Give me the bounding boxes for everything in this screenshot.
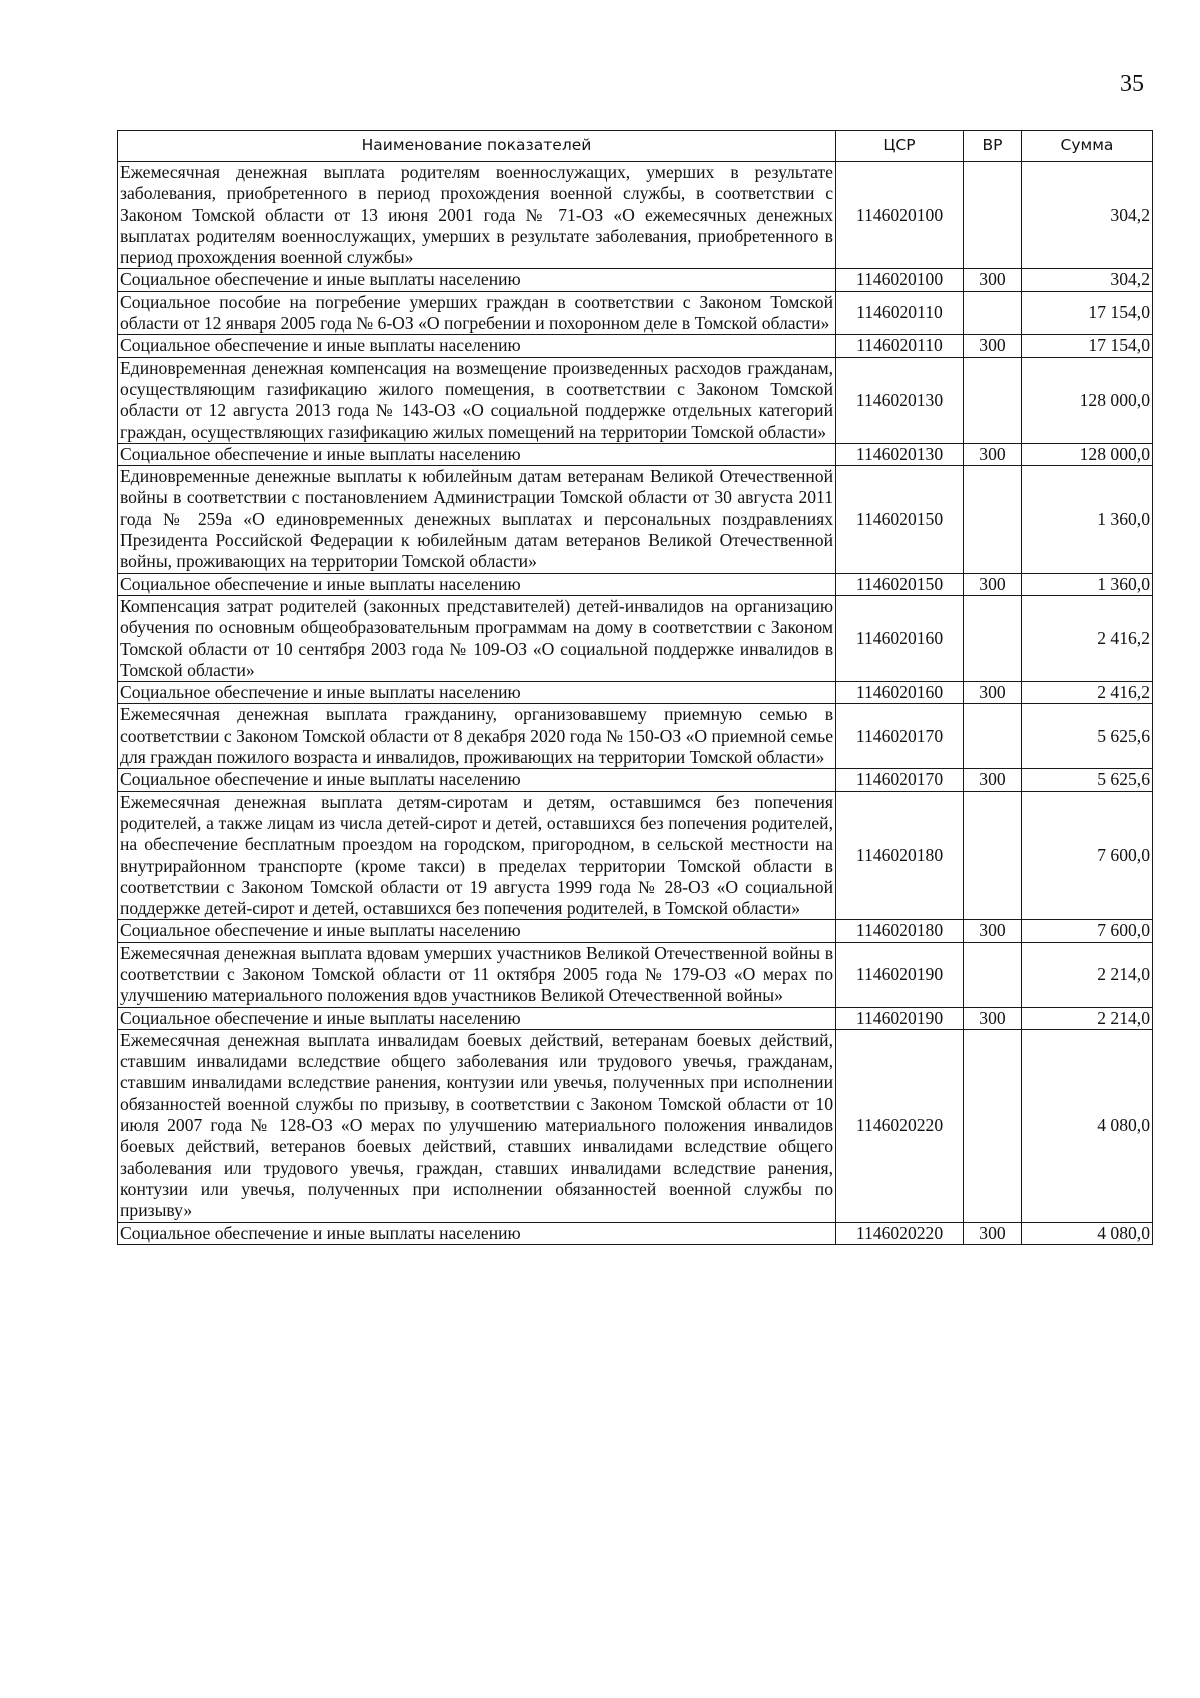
table-row [118, 682, 1153, 704]
table-body [118, 162, 1153, 1245]
cell-csr: 1146020100 [836, 269, 964, 291]
cell-sum: 17 154,0 [1022, 291, 1153, 335]
cell-vr: 300 [964, 1222, 1022, 1244]
cell-csr: 1146020160 [836, 682, 964, 704]
header-sum: Сумма [1022, 131, 1153, 162]
cell-sum: 7 600,0 [1022, 791, 1153, 920]
table-row [118, 466, 1153, 573]
table-row [118, 920, 1153, 942]
cell-vr [964, 791, 1022, 920]
table-row [118, 791, 1153, 920]
table-row [118, 269, 1153, 291]
table-row [118, 704, 1153, 769]
table-row [118, 1007, 1153, 1029]
cell-sum: 2 416,2 [1022, 595, 1153, 681]
cell-vr [964, 704, 1022, 769]
cell-vr: 300 [964, 335, 1022, 357]
cell-sum: 7 600,0 [1022, 920, 1153, 942]
cell-vr: 300 [964, 443, 1022, 465]
cell-csr: 1146020150 [836, 466, 964, 573]
cell-csr: 1146020180 [836, 791, 964, 920]
cell-csr: 1146020130 [836, 357, 964, 443]
cell-vr: 300 [964, 920, 1022, 942]
cell-name: Ежемесячная денежная выплата инвалидам боевых действий, ветеранам боевых действий, ставшим инвалидами вследствие общего заболевания или трудового увечья, гражданам, ставшим инвалидами вследствие ранения, контузии или увечья, полученных при исполнении обязанностей военной службы по призыву, в соответствии с Законом Томской области от 10 июля 2007 года № 128-ОЗ «О мерах по улучшению материального положения инвалидов боевых действий, ветеранов боевых действий, ставших инвалидами вследствие общего заболевания или трудового увечья, граждан, ставших инвалидами вследствие ранения, контузии или увечья, полученных при исполнении обязанностей военной службы по призыву» [118, 1029, 836, 1222]
cell-name: Социальное обеспечение и иные выплаты населению [118, 269, 836, 291]
table-row [118, 595, 1153, 681]
cell-name: Единовременные денежные выплаты к юбилейным датам ветеранам Великой Отечественной войны в соответствии с постановлением Администрации Томской области от 30 августа 2011 года № 259а «О единовременных денежных выплатах и персональных поздравлениях Президента Российской Федерации к юбилейным датам ветеранов Великой Отечественной войны, проживающих на территории Томской области» [118, 466, 836, 573]
cell-sum: 4 080,0 [1022, 1029, 1153, 1222]
cell-vr [964, 942, 1022, 1007]
page-number: 35 [1120, 71, 1144, 97]
table-row [118, 291, 1153, 335]
header-name: Наименование показателей [118, 131, 836, 162]
cell-name: Социальное обеспечение и иные выплаты населению [118, 335, 836, 357]
cell-sum: 5 625,6 [1022, 769, 1153, 791]
cell-vr: 300 [964, 682, 1022, 704]
table-header-row [118, 131, 1153, 162]
cell-name: Ежемесячная денежная выплата детям-сиротам и детям, оставшимся без попечения родителей, а также лицам из числа детей-сирот и детей, оставшихся без попечения родителей, на обеспечение бесплатным проездом на городском, пригородном, в сельской местности на внутрирайонном транспорте (кроме такси) в пределах территории Томской области в соответствии с Законом Томской области от 19 августа 1999 года № 28-ОЗ «О социальной поддержке детей-сирот и детей, оставшихся без попечения родителей, в Томской области» [118, 791, 836, 920]
cell-csr: 1146020180 [836, 920, 964, 942]
cell-name: Ежемесячная денежная выплата вдовам умерших участников Великой Отечественной войны в соответствии с Законом Томской области от 11 октября 2005 года № 179-ОЗ «О мерах по улучшению материального положения вдов участников Великой Отечественной войны» [118, 942, 836, 1007]
table-row [118, 162, 1153, 269]
cell-csr: 1146020220 [836, 1222, 964, 1244]
cell-sum: 2 214,0 [1022, 1007, 1153, 1029]
cell-name: Единовременная денежная компенсация на возмещение произведенных расходов гражданам, осуществляющим газификацию жилого помещения, в соответствии с Законом Томской области от 12 августа 2013 года № 143-ОЗ «О социальной поддержке отдельных категорий граждан, осуществляющих газификацию жилых помещений на территории Томской области» [118, 357, 836, 443]
cell-vr [964, 357, 1022, 443]
cell-sum: 304,2 [1022, 269, 1153, 291]
cell-sum: 5 625,6 [1022, 704, 1153, 769]
table-row [118, 335, 1153, 357]
cell-vr [964, 595, 1022, 681]
cell-csr: 1146020110 [836, 335, 964, 357]
table-row [118, 573, 1153, 595]
cell-sum: 4 080,0 [1022, 1222, 1153, 1244]
cell-vr: 300 [964, 269, 1022, 291]
cell-vr [964, 291, 1022, 335]
cell-name: Социальное обеспечение и иные выплаты населению [118, 1222, 836, 1244]
table-row [118, 942, 1153, 1007]
cell-vr: 300 [964, 1007, 1022, 1029]
cell-sum: 304,2 [1022, 162, 1153, 269]
cell-vr [964, 1029, 1022, 1222]
cell-name: Социальное обеспечение и иные выплаты населению [118, 573, 836, 595]
cell-sum: 1 360,0 [1022, 466, 1153, 573]
cell-name: Ежемесячная денежная выплата родителям военнослужащих, умерших в результате заболевания, приобретенного в период прохождения военной службы, в соответствии с Законом Томской области от 13 июня 2001 года № 71-ОЗ «О ежемесячных денежных выплатах родителям военнослужащих, умерших в результате заболевания, приобретенного в период прохождения военной службы» [118, 162, 836, 269]
table-row [118, 357, 1153, 443]
header-csr: ЦСР [836, 131, 964, 162]
cell-vr: 300 [964, 573, 1022, 595]
cell-name: Социальное обеспечение и иные выплаты населению [118, 769, 836, 791]
table-row [118, 769, 1153, 791]
cell-vr [964, 162, 1022, 269]
header-vr: ВР [964, 131, 1022, 162]
cell-vr: 300 [964, 769, 1022, 791]
table-row [118, 443, 1153, 465]
cell-sum: 2 416,2 [1022, 682, 1153, 704]
cell-csr: 1146020110 [836, 291, 964, 335]
cell-name: Компенсация затрат родителей (законных представителей) детей-инвалидов на организацию обучения по основным общеобразовательным программам на дому в соответствии с Законом Томской области от 10 сентября 2003 года № 109-ОЗ «О социальной поддержке инвалидов в Томской области» [118, 595, 836, 681]
cell-csr: 1146020150 [836, 573, 964, 595]
cell-csr: 1146020170 [836, 704, 964, 769]
cell-csr: 1146020190 [836, 1007, 964, 1029]
cell-csr: 1146020170 [836, 769, 964, 791]
cell-csr: 1146020190 [836, 942, 964, 1007]
cell-name: Ежемесячная денежная выплата гражданину, организовавшему приемную семью в соответствии с Законом Томской области от 8 декабря 2020 года № 150-ОЗ «О приемной семье для граждан пожилого возраста и инвалидов, проживающих на территории Томской области» [118, 704, 836, 769]
cell-csr: 1146020220 [836, 1029, 964, 1222]
cell-sum: 2 214,0 [1022, 942, 1153, 1007]
cell-sum: 128 000,0 [1022, 443, 1153, 465]
cell-name: Социальное обеспечение и иные выплаты населению [118, 682, 836, 704]
cell-sum: 128 000,0 [1022, 357, 1153, 443]
cell-csr: 1146020130 [836, 443, 964, 465]
cell-sum: 1 360,0 [1022, 573, 1153, 595]
cell-name: Социальное обеспечение и иные выплаты населению [118, 443, 836, 465]
budget-table [117, 130, 1153, 1245]
cell-csr: 1146020160 [836, 595, 964, 681]
cell-vr [964, 466, 1022, 573]
table-row [118, 1222, 1153, 1244]
table-row [118, 1029, 1153, 1222]
cell-name: Социальное обеспечение и иные выплаты населению [118, 920, 836, 942]
cell-name: Социальное обеспечение и иные выплаты населению [118, 1007, 836, 1029]
cell-sum: 17 154,0 [1022, 335, 1153, 357]
cell-csr: 1146020100 [836, 162, 964, 269]
cell-name: Социальное пособие на погребение умерших граждан в соответствии с Законом Томской области от 12 января 2005 года № 6-ОЗ «О погребении и похоронном деле в Томской области» [118, 291, 836, 335]
